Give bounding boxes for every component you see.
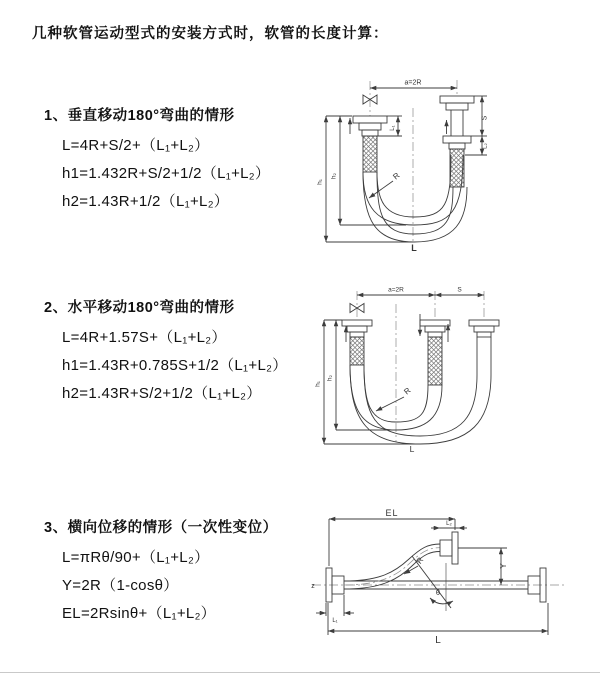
angle-construction <box>412 556 453 611</box>
length-label: L <box>435 635 441 646</box>
scan-edge-line <box>0 672 600 673</box>
formula-line: L=4R+S/2+（L₁+L₂） <box>62 137 210 154</box>
radius-label: R <box>391 170 402 182</box>
section-1-heading: 1、垂直移动180°弯曲的情形 <box>44 108 235 124</box>
left-pipe-fitting <box>353 116 387 172</box>
formula-line: h1=1.43R+0.785S+1/2（L₁+L₂） <box>62 357 288 374</box>
left-pipe-fitting <box>342 320 372 365</box>
dim-l-group <box>328 603 548 635</box>
section-2-formulas <box>44 318 344 408</box>
dim-a-label: a=2R <box>388 286 404 294</box>
dim-a-label: a=2R <box>404 79 422 87</box>
dim-l2-label: L₂ <box>482 143 489 149</box>
formula-line: h2=1.43R+1/2（L₁+L₂） <box>62 193 230 210</box>
h2-label: h₂ <box>326 374 334 382</box>
dim-l1-label: L₁ <box>332 618 338 624</box>
dim-l1-label: L₁ <box>390 125 396 131</box>
centerlines <box>357 291 484 442</box>
formula-line: L=πRθ/90+（L₁+L₂） <box>62 549 210 566</box>
formula-line: L=4R+1.57S+（L₁+L₂） <box>62 329 227 346</box>
hose-curves <box>350 365 491 444</box>
formula-line: EL=2Rsinθ+（L₁+L₂） <box>62 605 216 622</box>
page-title: 几种软管运动型式的安装方式时，软管的长度计算： <box>32 26 389 42</box>
section-2-heading: 2、水平移动180°弯曲的情形 <box>44 300 235 316</box>
diagram-horizontal-180 <box>310 280 590 455</box>
diagram-vertical-180 <box>310 70 590 255</box>
upper-flange <box>440 532 458 564</box>
dim-h-group <box>324 320 420 444</box>
section-horizontal-180 <box>44 298 344 408</box>
diagram-lateral-displacement <box>300 505 595 655</box>
right-pipe-fitting <box>469 320 499 375</box>
formula-line: Y=2R（1-cosθ） <box>62 577 179 594</box>
section-vertical-180 <box>44 106 344 216</box>
h2-label: h₂ <box>330 172 338 180</box>
length-label: L <box>409 444 415 454</box>
axis-mark-label: z <box>311 583 315 590</box>
formula-line: h1=1.432R+S/2+1/2（L₁+L₂） <box>62 165 271 182</box>
middle-pipe-fitting <box>420 320 450 385</box>
radius-label: R <box>402 385 413 397</box>
h1-label: h₁ <box>316 179 324 185</box>
y-label: Y <box>499 563 508 569</box>
dim-s-label: S <box>457 286 462 294</box>
hose-curves <box>344 544 440 589</box>
right-pipe-fitting <box>440 96 474 187</box>
h1-label: h₁ <box>314 381 322 387</box>
length-label: L <box>411 243 417 253</box>
dim-l1-group <box>316 595 354 616</box>
section-1-formulas <box>44 126 344 216</box>
formula-line: h2=1.43R+S/2+1/2（L₁+L₂） <box>62 385 262 402</box>
radius-leader <box>369 181 393 198</box>
section-lateral-displacement <box>44 518 344 628</box>
el-label: EL <box>385 508 399 518</box>
section-3-formulas <box>44 538 344 628</box>
section-3-heading: 3、横向位移的情形（一次性变位） <box>44 520 278 536</box>
radius-label: R <box>414 555 426 566</box>
dim-h-group <box>326 116 413 242</box>
dim-s-label: S <box>481 115 489 121</box>
dim-el-group <box>329 519 455 566</box>
dim-l2-label: L₂ <box>446 521 452 527</box>
radius-leader <box>376 397 404 411</box>
theta-label: θ <box>435 588 441 597</box>
